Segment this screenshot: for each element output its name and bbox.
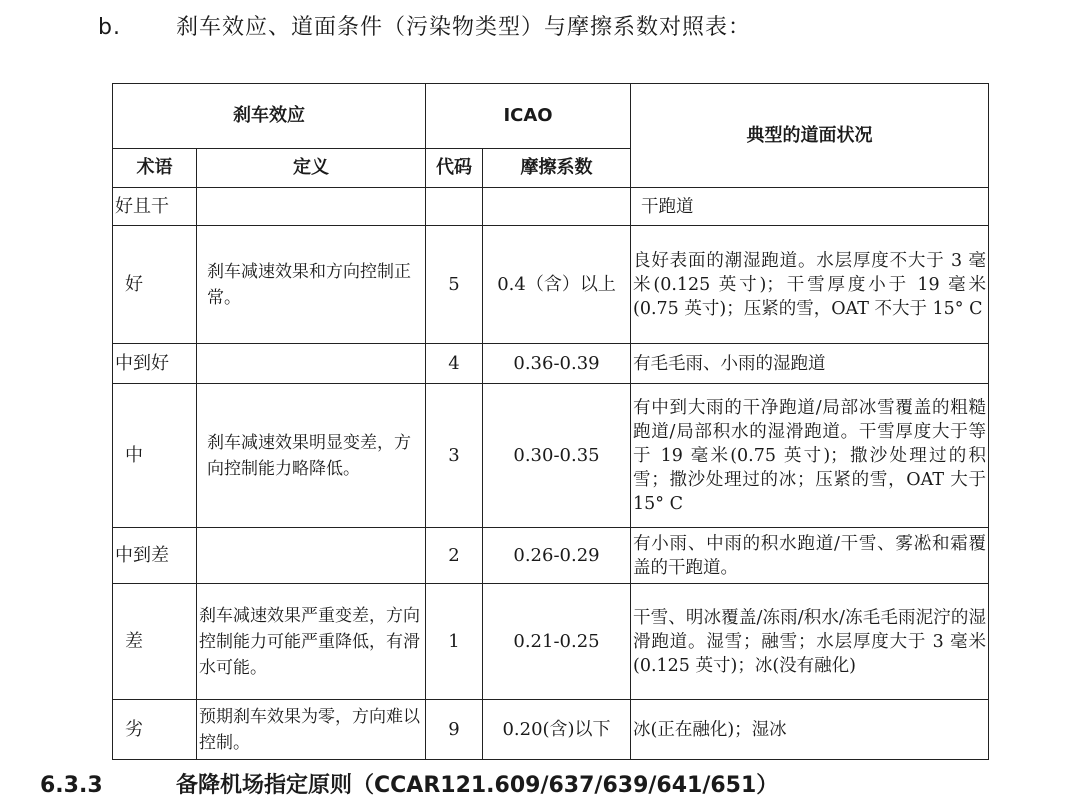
row-friction: 0.20(含)以下 — [483, 700, 631, 760]
row-term: 好 — [113, 226, 197, 344]
row-friction: 0.36-0.39 — [483, 344, 631, 384]
row-term: 中 — [113, 384, 197, 528]
table-row — [113, 700, 989, 760]
row-condition: 有小雨、中雨的积水跑道/干雪、雾凇和霜覆盖的干跑道。 — [631, 528, 989, 584]
row-code: 1 — [426, 584, 483, 700]
row-term: 劣 — [113, 700, 197, 760]
row-condition: 有毛毛雨、小雨的湿跑道 — [631, 344, 989, 384]
row-condition: 有中到大雨的干净跑道/局部冰雪覆盖的粗糙跑道/局部积水的湿滑跑道。干雪厚度大于等于 19 毫米(0.75 英寸)；撒沙处理过的积雪；撒沙处理过的冰；压紧的雪，OAT 大于 15° C — [631, 384, 989, 528]
table-row — [113, 188, 989, 226]
next-section-heading — [40, 768, 778, 799]
row-definition — [197, 528, 426, 584]
row-definition — [197, 188, 426, 226]
table-row — [113, 226, 989, 344]
subheader-friction: 摩擦系数 — [483, 149, 631, 188]
header-braking-effect: 刹车效应 — [113, 84, 426, 149]
header-conditions: 典型的道面状况 — [631, 84, 989, 188]
row-code: 9 — [426, 700, 483, 760]
row-condition: 良好表面的潮湿跑道。水层厚度不大于 3 毫米(0.125 英寸)；干雪厚度小于 19 毫米(0.75 英寸)；压紧的雪，OAT 不大于 15° C — [631, 226, 989, 344]
row-definition: 刹车减速效果明显变差，方向控制能力略降低。 — [197, 384, 426, 528]
section-number: b. — [98, 15, 121, 40]
row-definition — [197, 344, 426, 384]
row-condition: 干雪、明冰覆盖/冻雨/积水/冻毛毛雨泥泞的湿滑跑道。湿雪；融雪；水层厚度大于 3 毫米(0.125 英寸)；冰(没有融化) — [631, 584, 989, 700]
row-definition: 刹车减速效果严重变差，方向控制能力可能严重降低，有滑水可能。 — [197, 584, 426, 700]
subheader-code: 代码 — [426, 149, 483, 188]
table-row — [113, 528, 989, 584]
row-term: 差 — [113, 584, 197, 700]
row-definition: 刹车减速效果和方向控制正常。 — [197, 226, 426, 344]
next-section-title: 备降机场指定原则（CCAR121.609/637/639/641/651） — [176, 773, 779, 798]
table-row — [113, 584, 989, 700]
row-term: 中到好 — [113, 344, 197, 384]
row-friction: 0.26-0.29 — [483, 528, 631, 584]
row-term: 好且干 — [113, 188, 197, 226]
row-friction: 0.30-0.35 — [483, 384, 631, 528]
row-code — [426, 188, 483, 226]
row-code: 2 — [426, 528, 483, 584]
row-code: 4 — [426, 344, 483, 384]
table-row — [113, 384, 989, 528]
row-term: 中到差 — [113, 528, 197, 584]
row-condition: 干跑道 — [631, 188, 989, 226]
header-icao: ICAO — [426, 84, 631, 149]
row-friction: 0.21-0.25 — [483, 584, 631, 700]
section-title: 刹车效应、道面条件（污染物类型）与摩擦系数对照表： — [176, 15, 752, 40]
subheader-term: 术语 — [113, 149, 197, 188]
row-definition: 预期刹车效果为零，方向难以控制。 — [197, 700, 426, 760]
next-section-number: 6.3.3 — [40, 773, 103, 798]
subheader-definition: 定义 — [197, 149, 426, 188]
row-condition: 冰(正在融化)；湿冰 — [631, 700, 989, 760]
braking-friction-table — [112, 83, 989, 760]
table-header-row — [113, 84, 989, 149]
section-heading — [98, 10, 751, 41]
row-code: 3 — [426, 384, 483, 528]
row-friction: 0.4（含）以上 — [483, 226, 631, 344]
row-friction — [483, 188, 631, 226]
table-row — [113, 344, 989, 384]
row-code: 5 — [426, 226, 483, 344]
